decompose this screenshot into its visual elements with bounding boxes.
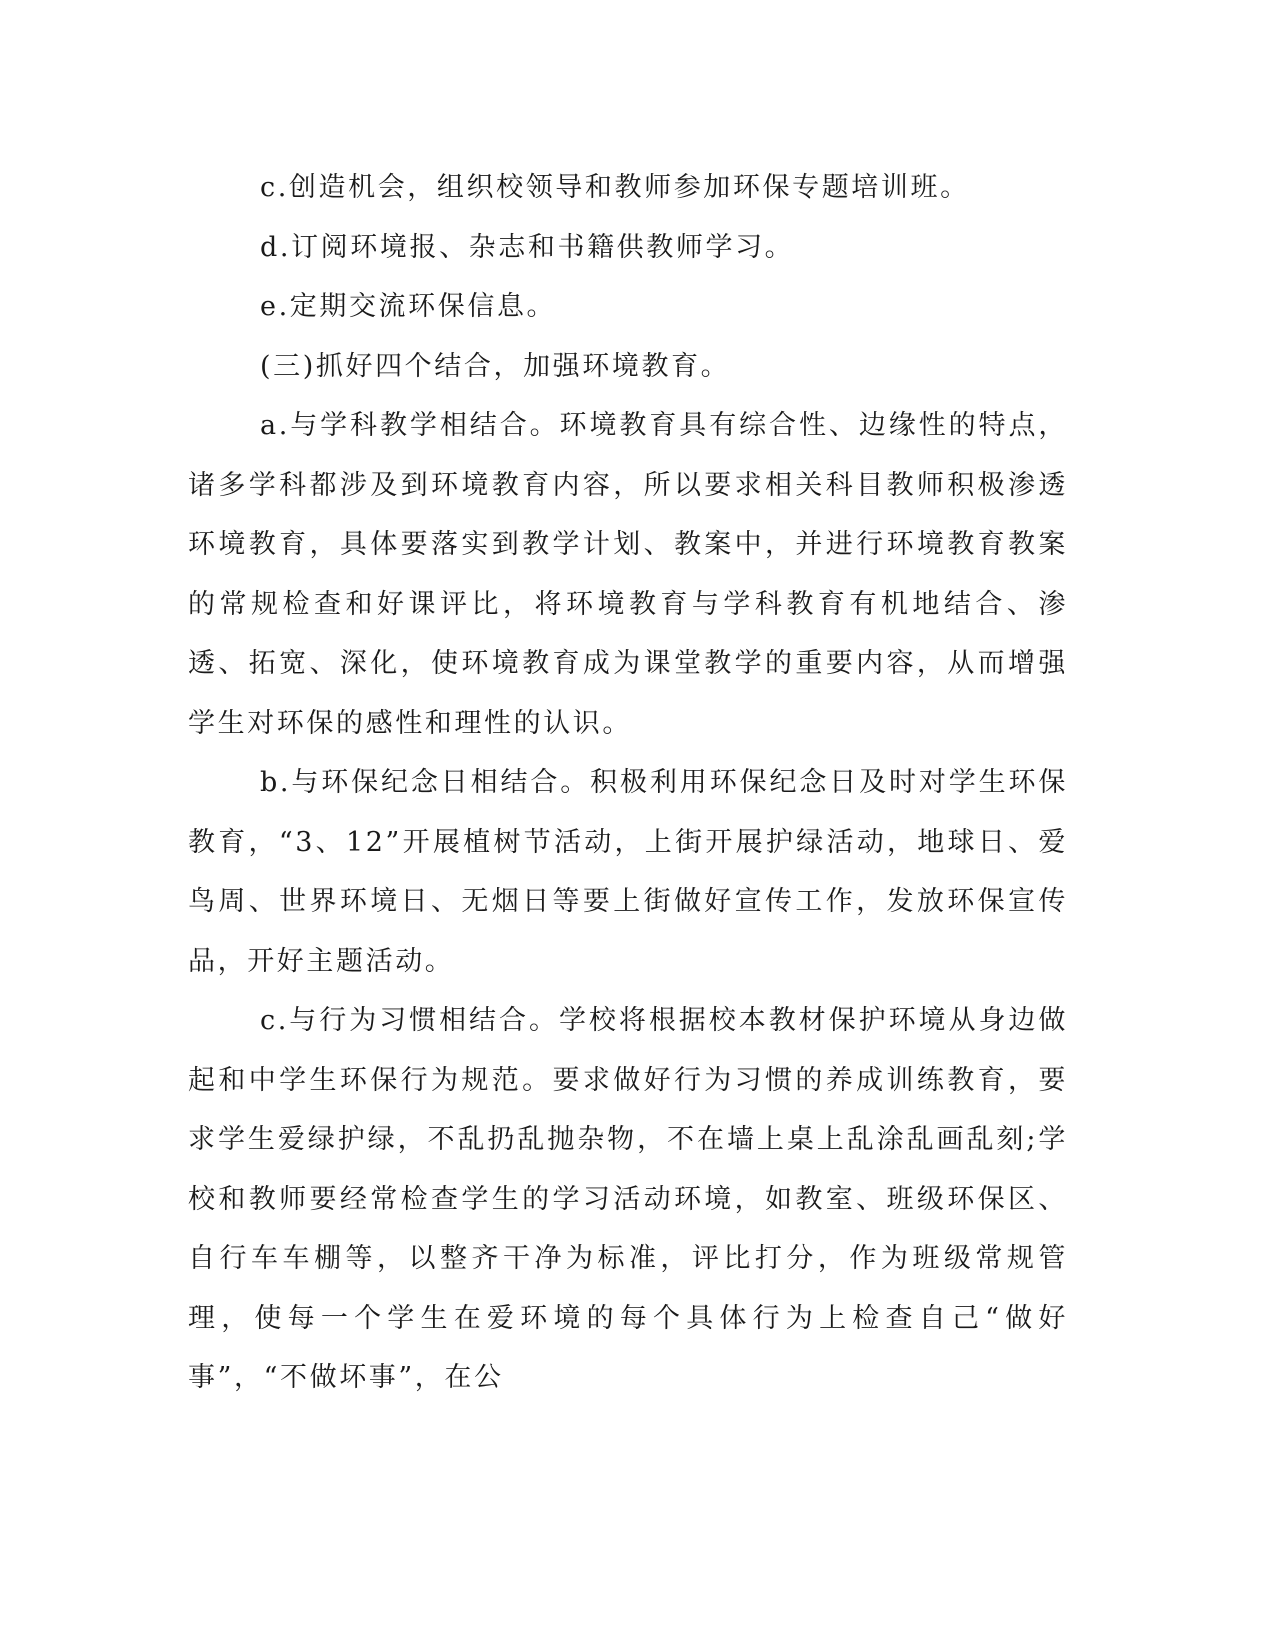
paragraph-c-training: c.创造机会，组织校领导和教师参加环保专题培训班。 — [260, 172, 970, 203]
paragraph-c-behavior-habits: c.与行为习惯相结合。学校将根据校本教材保护环境从身边做起和中学生环保行为规范。要求做好行为习惯的养成训练教育，要求学生爱绿护绿，不乱扔乱抛杂物，不在墙上桌上乱涂乱画乱刻;学校和教师要经常检查学生的学习活动环境，如教室、班级环保区、自行车车棚等，以整齐干净为标准，评比打分，作为班级常规管理，使每一个学生在爱环境的每个具体行为上检查自己“做好事”，“不做坏事”，在公 — [188, 1005, 1068, 1393]
paragraph-d-subscriptions: d.订阅环境报、杂志和书籍供教师学习。 — [260, 231, 795, 263]
paragraph-e-exchange: e.定期交流环保信息。 — [260, 291, 557, 322]
document-body — [188, 158, 1068, 1408]
section-heading-four-combinations: (三)抓好四个结合，加强环境教育。 — [260, 350, 731, 382]
paragraph-a-subject-teaching: a.与学科教学相结合。环境教育具有综合性、边缘性的特点，诸多学科都涉及到环境教育内容，所以要求相关科目教师积极渗透环境教育，具体要落实到教学计划、教案中，并进行环境教育教案的常规检查和好课评比，将环境教育与学科教育有机地结合、渗透、拓宽、深化，使环境教育成为课堂教学的重要内容，从而增强学生对环保的感性和理性的认识。 — [188, 410, 1068, 739]
paragraph-b-memorial-days: b.与环保纪念日相结合。积极利用环保纪念日及时对学生环保教育，“3、12”开展植树节活动，上街开展护绿活动，地球日、爱鸟周、世界环境日、无烟日等要上街做好宣传工作，发放环保宣传品，开好主题活动。 — [188, 767, 1068, 977]
